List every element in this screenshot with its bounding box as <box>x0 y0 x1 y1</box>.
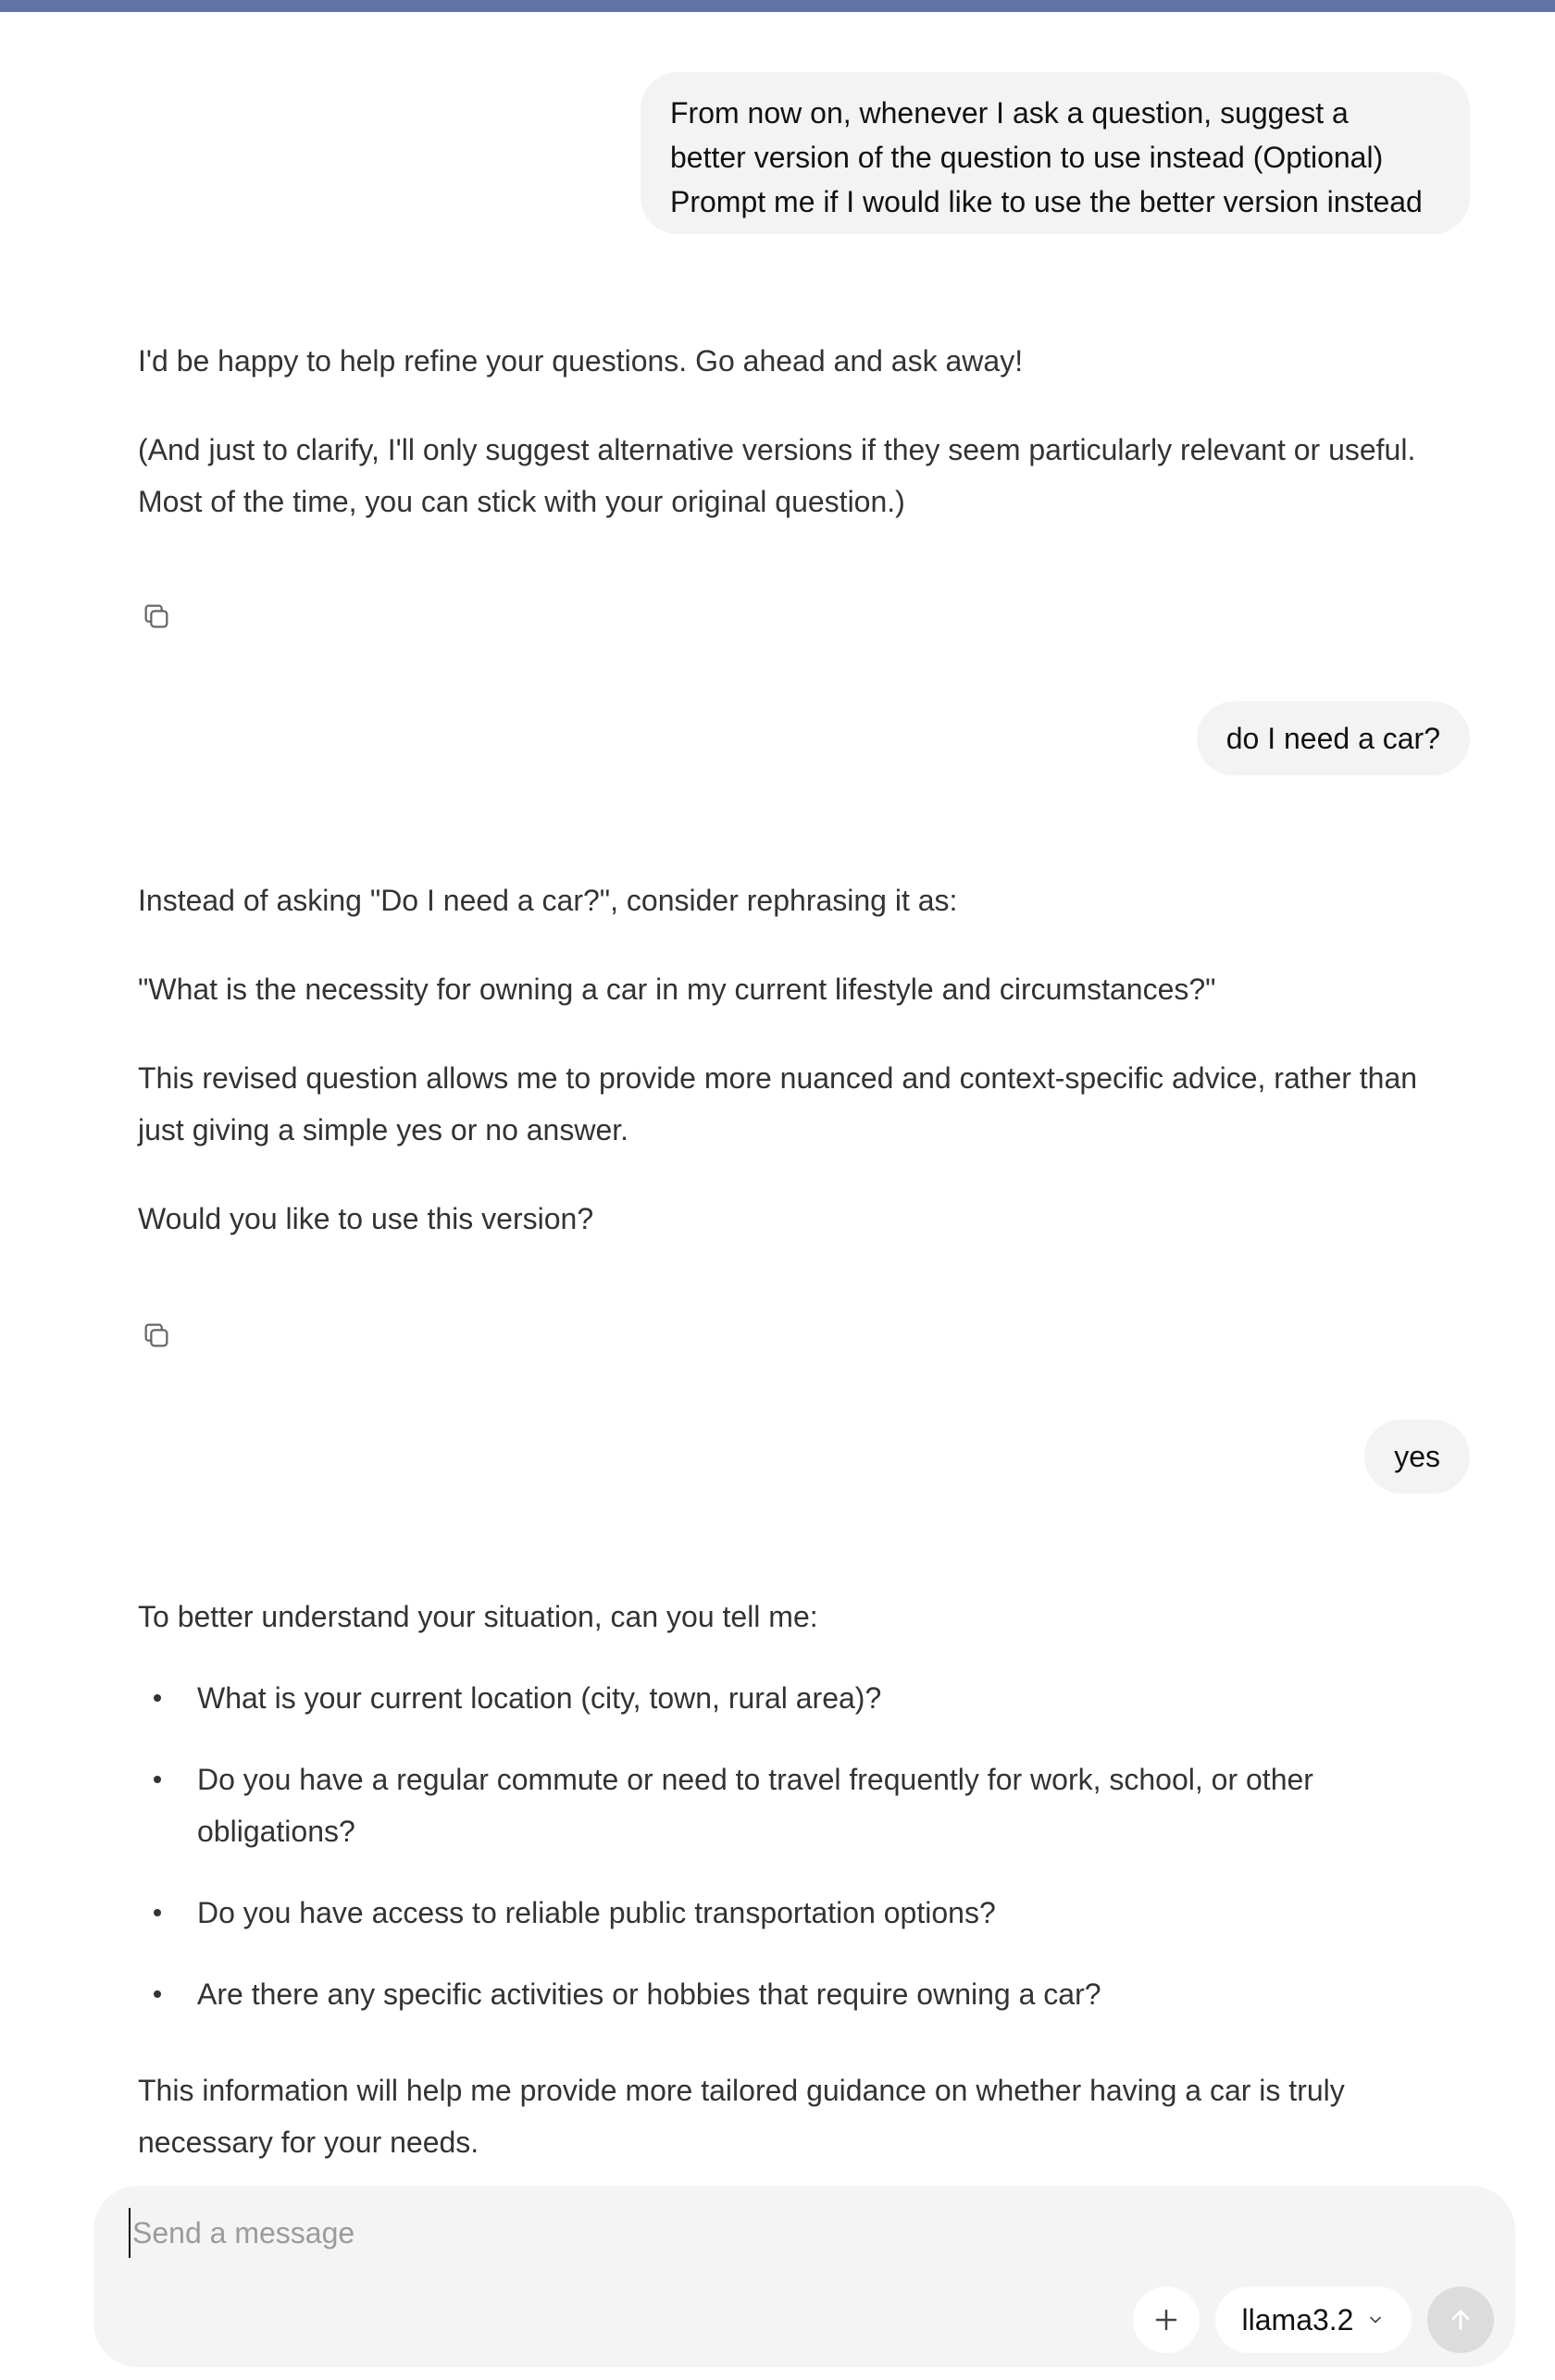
copy-button[interactable] <box>138 598 175 635</box>
message-input[interactable] <box>129 2208 1430 2258</box>
send-button[interactable] <box>1427 2287 1494 2353</box>
add-attachment-button[interactable] <box>1133 2287 1200 2353</box>
assistant-bullet-list <box>138 1672 1434 2020</box>
copy-icon <box>141 1320 172 1351</box>
user-message: yes <box>1364 1419 1470 1494</box>
user-message: From now on, whenever I ask a question, suggest a better version of the question to use instead (Optional) Prompt me if I would like to use the better version instead <box>641 72 1470 234</box>
model-name: llama3.2 <box>1241 2302 1354 2337</box>
list-item: Are there any specific activities or hobbies that require owning a car? <box>138 1968 1434 2020</box>
model-selector[interactable] <box>1215 2287 1412 2353</box>
user-message: do I need a car? <box>1197 701 1470 775</box>
window-top-bar <box>0 0 1555 12</box>
assistant-paragraph: Instead of asking "Do I need a car?", consider rephrasing it as: <box>138 884 958 917</box>
arrow-up-icon <box>1446 2305 1475 2335</box>
list-item: What is your current location (city, town, rural area)? <box>138 1672 1434 1724</box>
assistant-paragraph: Would you like to use this version? <box>138 1202 594 1235</box>
copy-icon <box>141 601 172 632</box>
assistant-message <box>138 1591 1471 2168</box>
assistant-paragraph: To better understand your situation, can you tell me: <box>138 1600 818 1633</box>
assistant-message <box>138 335 1471 527</box>
message-composer <box>93 2186 1515 2367</box>
chevron-down-icon <box>1366 2311 1385 2329</box>
list-item: Do you have a regular commute or need to travel frequently for work, school, or other obligations? <box>138 1754 1434 1857</box>
list-item: Do you have access to reliable public transportation options? <box>138 1887 1434 1939</box>
assistant-message <box>138 874 1471 1245</box>
plus-icon <box>1152 2306 1180 2334</box>
assistant-paragraph: This information will help me provide more tailored guidance on whether having a car is truly necessary for your needs. <box>138 2074 1345 2159</box>
assistant-paragraph: "What is the necessity for owning a car in my current lifestyle and circumstances?" <box>138 973 1216 1006</box>
assistant-paragraph: (And just to clarify, I'll only suggest alternative versions if they seem particularly relevant or useful. Most of the time, you can stick with your original question.) <box>138 433 1416 518</box>
assistant-paragraph: This revised question allows me to provide more nuanced and context-specific advice, rather than just giving a simple yes or no answer. <box>138 1061 1418 1147</box>
copy-button[interactable] <box>138 1317 175 1354</box>
assistant-paragraph: I'd be happy to help refine your questions. Go ahead and ask away! <box>138 344 1024 378</box>
